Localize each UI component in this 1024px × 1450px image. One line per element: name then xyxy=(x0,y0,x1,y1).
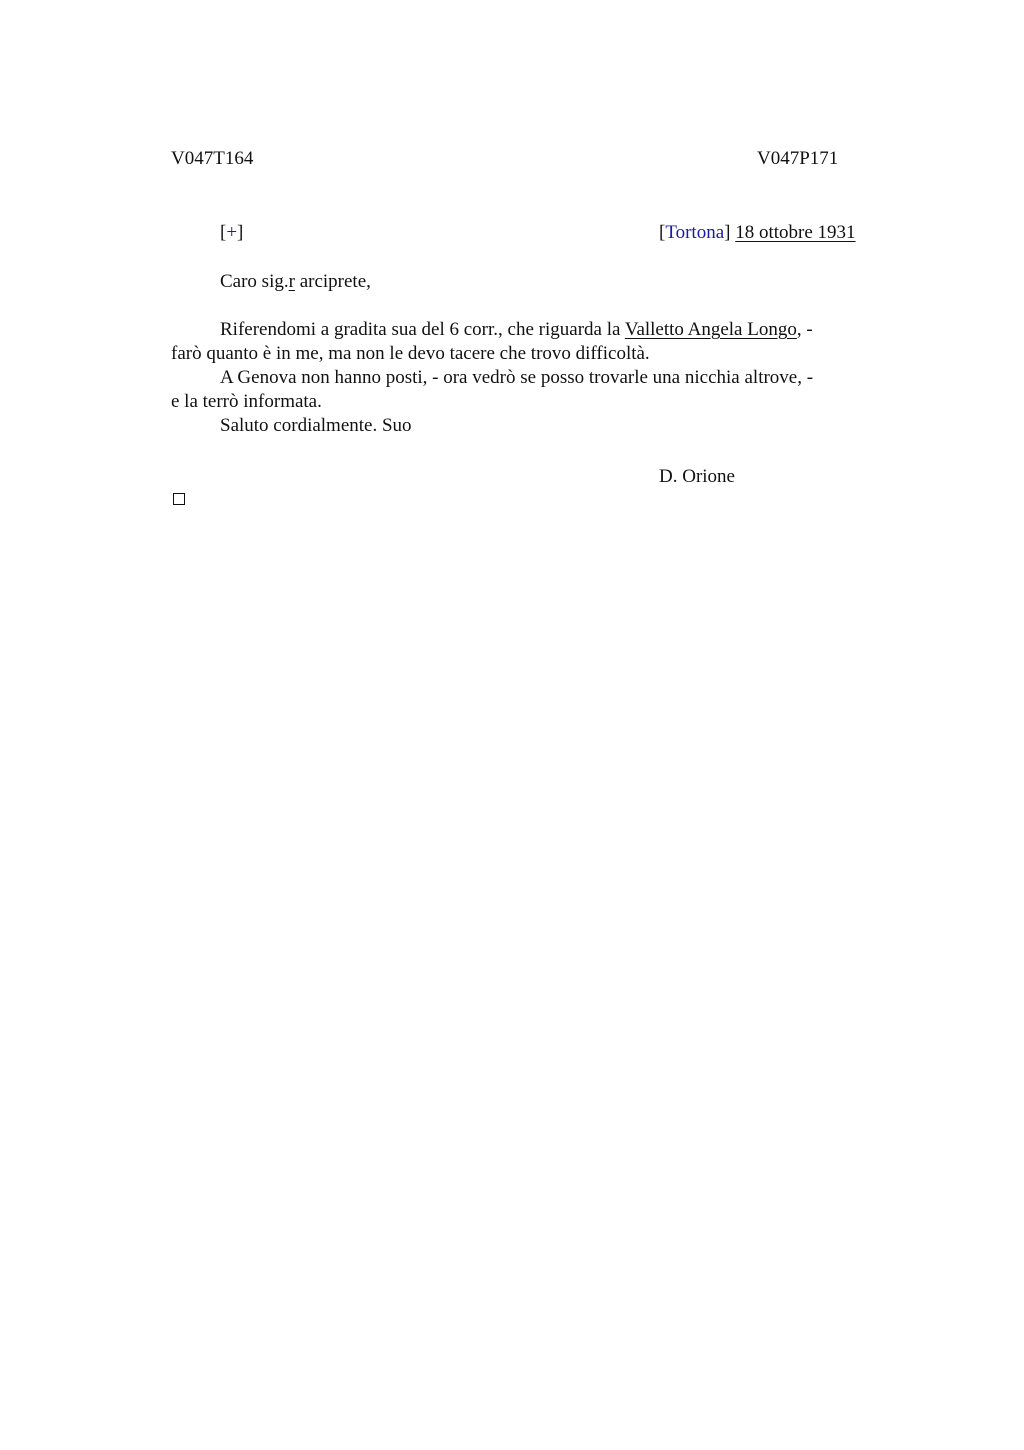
place-link[interactable]: Tortona xyxy=(665,222,725,243)
place-date: [Tortona] 18 ottobre 1931 xyxy=(659,222,856,243)
document-code-left: V047T164 xyxy=(171,148,254,169)
paragraph-3: Saluto cordialmente. Suo xyxy=(220,415,412,436)
paragraph-2: A Genova non hanno posti, - ora vedrò se posso trovarle una nicchia altrove, - e la terrò informata. xyxy=(171,367,814,412)
salutation-abbrev: r xyxy=(288,271,295,292)
person-name: Valletto Angela Longo xyxy=(624,319,797,340)
checkbox-icon[interactable] xyxy=(173,493,185,505)
letter-date: 18 ottobre 1931 xyxy=(735,222,856,243)
letter-body xyxy=(171,318,871,438)
document-code-right: V047P171 xyxy=(757,148,839,169)
paragraph-1: Riferendomi a gradita sua del 6 corr., che riguarda la Valletto Angela Longo, - farò quanto è in me, ma non le devo tacere che trovo difficoltà. xyxy=(171,319,813,364)
plus-marker: [+] xyxy=(220,222,244,243)
plus-link[interactable]: + xyxy=(226,222,238,243)
signature: D. Orione xyxy=(659,466,735,487)
salutation: Caro sig.r arciprete, xyxy=(220,271,371,292)
